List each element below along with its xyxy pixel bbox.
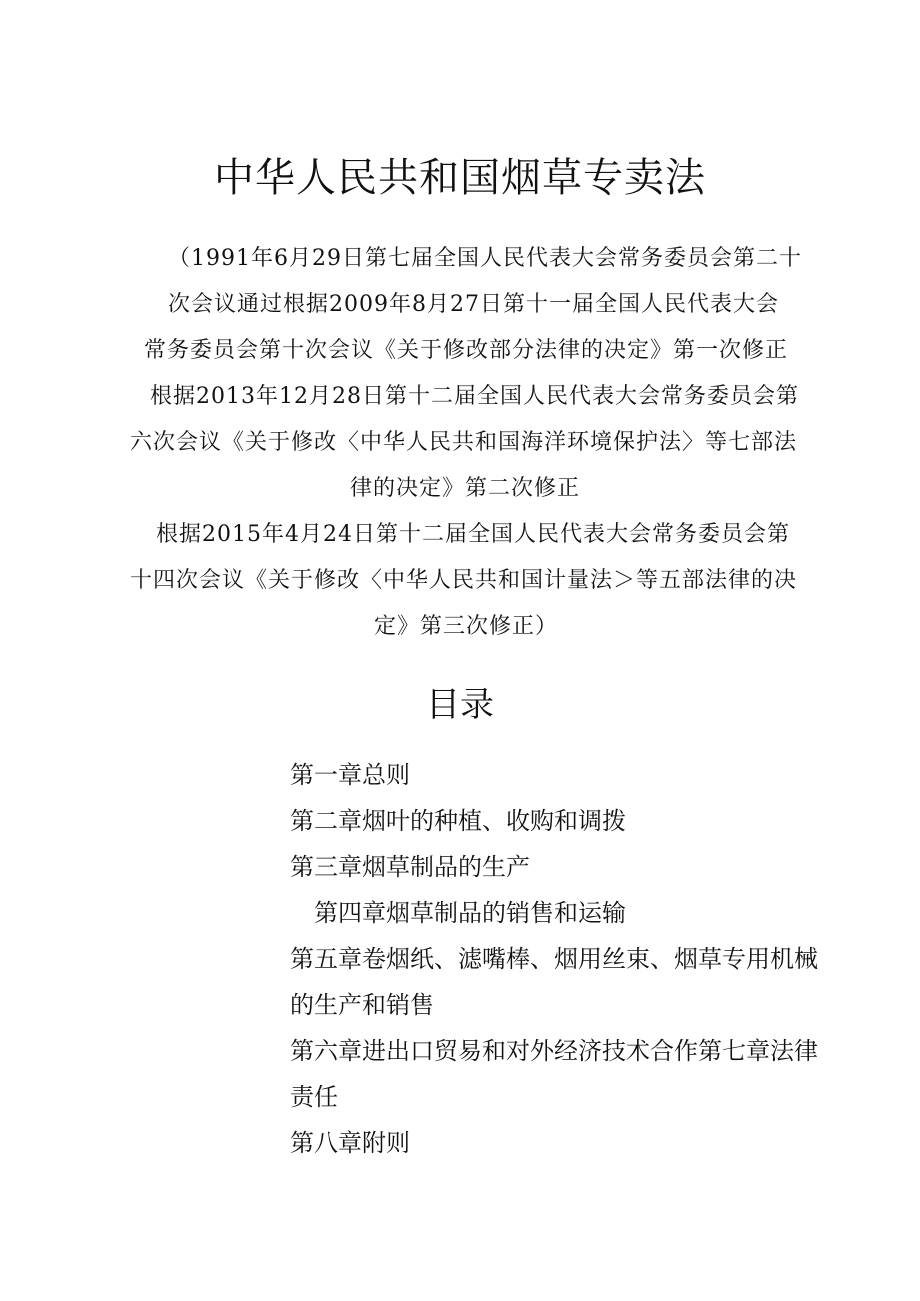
document-title: 中华人民共和国烟草专卖法	[214, 155, 706, 201]
toc-item: 第二章烟叶的种植、收购和调拨	[290, 807, 626, 835]
history-line: 次会议通过根据2009年8月27日第十一届全国人民代表大会	[168, 292, 779, 317]
history-line: 定》第三次修正）	[374, 614, 559, 639]
history-line: 常务委员会第十次会议《关于修改部分法律的决定》第一次修正	[144, 338, 789, 363]
toc-item: 第四章烟草制品的销售和运输	[314, 899, 626, 927]
history-line: 根据2013年12月28日第十二届全国人民代表大会常务委员会第	[150, 384, 799, 409]
toc-item: 第六章进出口贸易和对外经济技术合作第七章法律	[290, 1037, 818, 1065]
toc-item: 第八章附则	[290, 1129, 410, 1157]
history-line: （1991年6月29日第七届全国人民代表大会常务委员会第二十	[168, 246, 802, 271]
history-line: 根据2015年4月24日第十二届全国人民代表大会常务委员会第	[156, 522, 790, 547]
history-line: 六次会议《关于修改〈中华人民共和国海洋环境保护法〉等七部法	[130, 430, 798, 455]
toc-item: 责任	[290, 1083, 338, 1111]
toc-item: 第一章总则	[290, 761, 410, 789]
history-line: 律的决定》第二次修正	[350, 476, 581, 501]
toc-heading: 目录	[426, 685, 494, 725]
toc-item: 第五章卷烟纸、滤嘴棒、烟用丝束、烟草专用机械	[290, 945, 818, 973]
toc-item: 的生产和销售	[290, 991, 434, 1019]
history-line: 十四次会议《关于修改〈中华人民共和国计量法＞等五部法律的决	[130, 568, 798, 593]
toc-item: 第三章烟草制品的生产	[290, 853, 530, 881]
